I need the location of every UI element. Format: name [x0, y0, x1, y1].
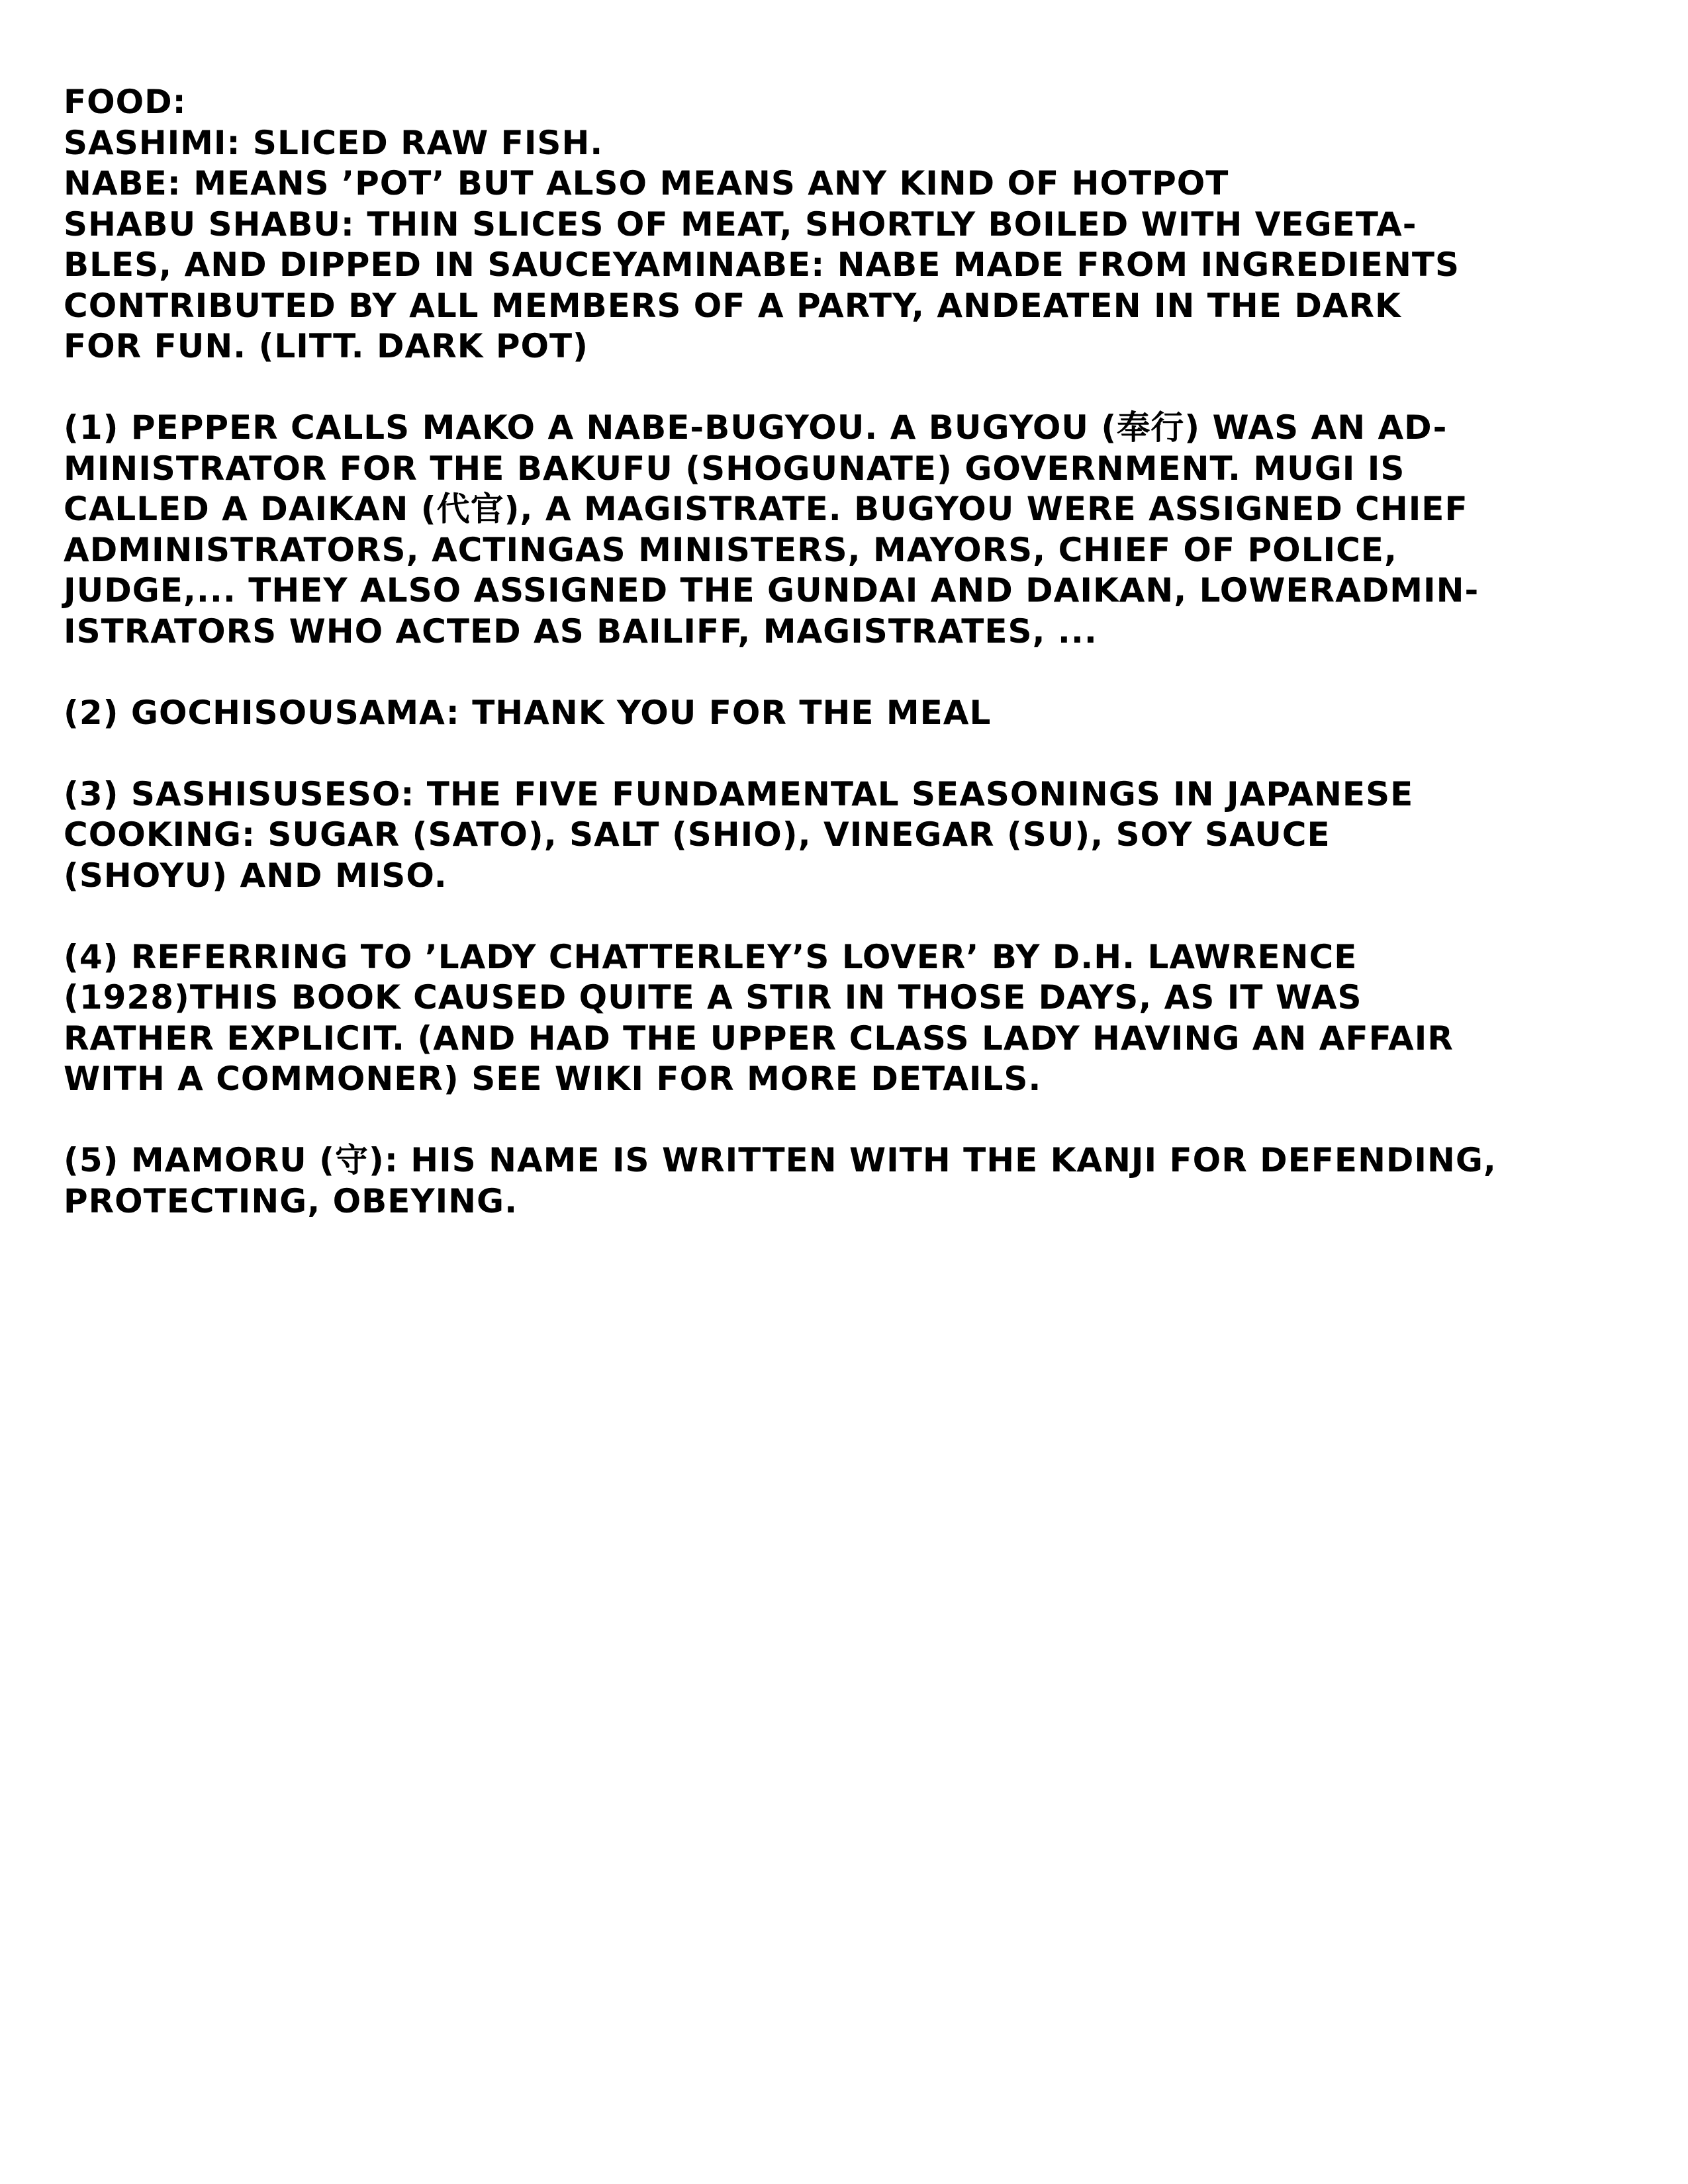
note-5-line: (5) MAMORU (守): HIS NAME IS WRITTEN WITH THE KANJI FOR DEFENDING, — [64, 1141, 1497, 1179]
note-4-line: (4) REFERRING TO ’LADY CHATTERLEY’S LOVER’ BY D.H. LAWRENCE — [64, 937, 1358, 976]
food-nabe: NABE: MEANS ’POT’ BUT ALSO MEANS ANY KIND OF HOTPOT — [64, 164, 1229, 203]
note-5 — [64, 1140, 1573, 1222]
food-glossary — [64, 82, 1573, 367]
notes-text — [64, 82, 1573, 1263]
food-shabu-shabu: SHABU SHABU: THIN SLICES OF MEAT, SHORTLY BOILED WITH VEGETA- — [64, 205, 1417, 244]
note-3 — [64, 774, 1573, 897]
food-sashimi: SASHIMI: SLICED RAW FISH. — [64, 123, 604, 162]
food-yaminabe-cont: CONTRIBUTED BY ALL MEMBERS OF A PARTY, ANDEATEN IN THE DARK — [64, 286, 1401, 325]
note-1-line: JUDGE,... THEY ALSO ASSIGNED THE GUNDAI AND DAIKAN, LOWERADMIN- — [64, 571, 1479, 610]
note-1 — [64, 408, 1573, 652]
note-3-line: (SHOYU) AND MISO. — [64, 856, 447, 895]
note-1-line: (1) PEPPER CALLS MAKO A NABE-BUGYOU. A BUGYOU (奉行) WAS AN AD- — [64, 408, 1448, 447]
note-4-line: RATHER EXPLICIT. (AND HAD THE UPPER CLASS LADY HAVING AN AFFAIR — [64, 1019, 1454, 1058]
note-3-line: COOKING: SUGAR (SATO), SALT (SHIO), VINEGAR (SU), SOY SAUCE — [64, 815, 1331, 854]
note-2 — [64, 693, 1573, 734]
food-heading: FOOD: — [64, 83, 187, 121]
note-4 — [64, 937, 1573, 1100]
note-4-line: (1928)THIS BOOK CAUSED QUITE A STIR IN THOSE DAYS, AS IT WAS — [64, 978, 1362, 1017]
note-1-line: MINISTRATOR FOR THE BAKUFU (SHOGUNATE) GOVERNMENT. MUGI IS — [64, 449, 1405, 488]
note-2-line: (2) GOCHISOUSAMA: THANK YOU FOR THE MEAL — [64, 693, 992, 732]
note-1-line: CALLED A DAIKAN (代官), A MAGISTRATE. BUGYOU WERE ASSIGNED CHIEF — [64, 490, 1468, 528]
note-5-line: PROTECTING, OBEYING. — [64, 1181, 518, 1220]
note-4-line: WITH A COMMONER) SEE WIKI FOR MORE DETAILS. — [64, 1060, 1042, 1098]
note-3-line: (3) SASHISUSESO: THE FIVE FUNDAMENTAL SEASONINGS IN JAPANESE — [64, 774, 1414, 813]
note-1-line: ADMINISTRATORS, ACTINGAS MINISTERS, MAYORS, CHIEF OF POLICE, — [64, 530, 1397, 569]
note-1-line: ISTRATORS WHO ACTED AS BAILIFF, MAGISTRATES, ... — [64, 612, 1098, 651]
food-yaminabe: BLES, AND DIPPED IN SAUCEYAMINABE: NABE MADE FROM INGREDIENTS — [64, 246, 1460, 284]
food-yaminabe-end: FOR FUN. (LITT. DARK POT) — [64, 327, 589, 365]
